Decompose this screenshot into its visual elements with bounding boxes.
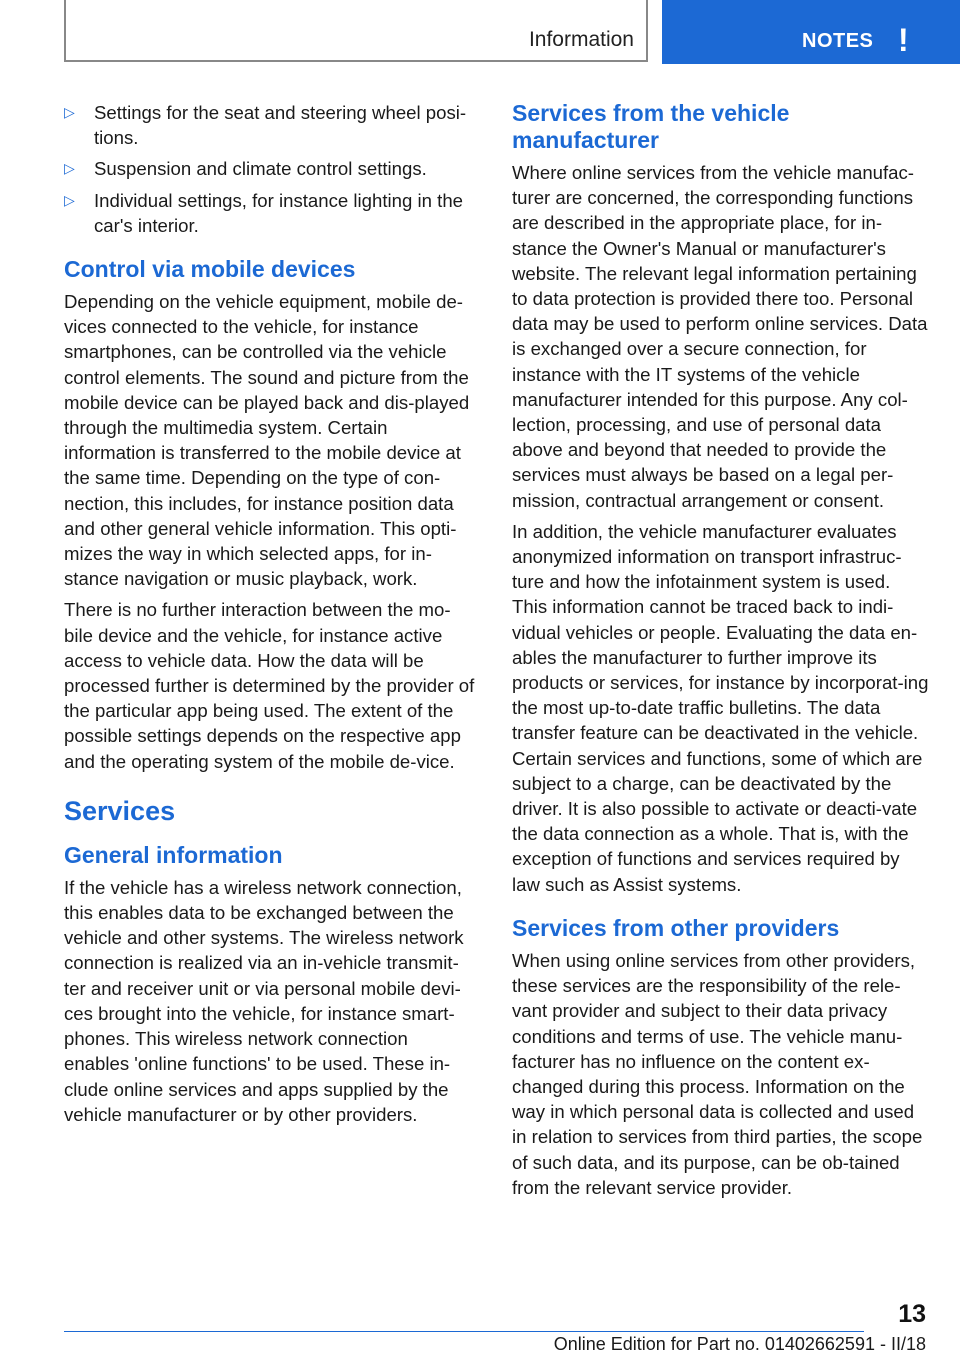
list-item xyxy=(64,156,478,181)
general-information-heading: General information xyxy=(64,841,283,868)
settings-bullet-list xyxy=(64,100,478,238)
triangle-bullet-icon: ▷ xyxy=(64,104,75,120)
mobile-devices-paragraph-2: There is no further interaction between the mo‐bile device and the vehicle, for instance active access to vehicle data. How the data will be processed further is determined by the provider of the particular app being used. The extent of the possible settings depends on the respective app and the operating system of the mobile de‐vice. xyxy=(64,599,475,772)
mobile-devices-heading: Control via mobile devices xyxy=(64,256,356,283)
triangle-bullet-icon: ▷ xyxy=(64,191,75,208)
left-column xyxy=(64,100,478,1133)
general-information-paragraph: If the vehicle has a wireless network connection, this enables data to be exchanged between the vehicle and other systems. The wireless network connection is realized via an in-vehicle transmit‐ter and receiver unit or via personal mobile devi‐ces brought into the vehicle, for instance smart‐phones. This wireless network connection enables 'online functions' to be used. These in‐clude online services and apps supplied by the vehicle manufacturer or by other providers. xyxy=(64,876,464,1125)
header-notes-label: NOTES xyxy=(802,30,874,52)
manufacturer-services-paragraph-1: Where online services from the vehicle manufac‐turer are concerned, the corresponding functions are described in the appropriate place, for in‐stance the Owner's Manual or manufacturer's website. The relevant legal information pertaining to data protection is provided there too. Personal data may be used to perform online services. Data is exchanged over a secure connection, for instance with the IT systems of the vehicle manufacturer intended for this purpose. Any col‐lection, processing, and use of personal data above and beyond that needed to provide the services must always be based on a legal per‐mission, contractual arrangement or consent. xyxy=(512,162,928,511)
mobile-devices-paragraph-1: Depending on the vehicle equipment, mobile de‐vices connected to the vehicle, for instance smartphones, can be controlled via the vehicle control elements. The sound and picture from the mobile device can be played back and dis‐played through the multimedia system. Certain information is transferred to the mobile device at the same time. Depending on the type of con‐nection, this includes, for instance position data and other general vehicle information. This opti‐mizes the way in which selected apps, for in‐stance navigation or music playback, work. xyxy=(64,291,470,590)
manufacturer-services-paragraph-2: In addition, the vehicle manufacturer evaluates anonymized information on transport infrastruc‐ture and how the infotainment system is used. This information cannot be traced back to indi‐vidual vehicles or people. Evaluating the data en‐ables the manufacturer to further improve its products or services, for instance by incorporat‐ing the most up-to-date traffic bulletins. The data transfer feature can be deactivated in the vehicle. Certain services and functions, some of which are subject to a charge, can be deactivated by the driver. It is also possible to activate or deacti‐vate the data connection as a whole. That is, with the exception of functions and services required by law such as Assist systems. xyxy=(512,520,929,895)
services-heading: Services xyxy=(64,795,176,826)
footer-edition: Online Edition for Part no. 01402662591 - II/18 xyxy=(553,1334,926,1354)
list-item xyxy=(64,100,478,150)
header-section-title: Information xyxy=(528,28,634,51)
list-item-text: Suspension and climate control settings. xyxy=(94,158,427,180)
list-item-text: Individual settings, for instance lighting in the car's interior. xyxy=(94,189,463,236)
page-number: 13 xyxy=(898,1300,926,1328)
other-providers-heading: Services from other providers xyxy=(512,914,840,941)
manufacturer-services-heading: Services from the vehicle manufacturer xyxy=(512,100,790,153)
exclamation-icon: ! xyxy=(898,22,909,58)
list-item-text: Settings for the seat and steering wheel posi‐tions. xyxy=(94,102,467,149)
header-notes-tab xyxy=(662,0,960,64)
other-providers-paragraph: When using online services from other providers, these services are the responsibility of the rele‐vant provider and subject to their data privacy conditions and terms of use. The vehicle manu‐facturer has no influence on the content ex‐changed during this process. Information on the way in which personal data is collected and used in relation to services from third parties, the scope of such data, and its purpose, can be ob‐tained from the relevant service provider. xyxy=(512,949,923,1198)
triangle-bullet-icon: ▷ xyxy=(64,160,75,177)
right-column xyxy=(512,100,930,1206)
list-item xyxy=(64,188,478,238)
footer-divider xyxy=(64,1331,864,1332)
header-section-box xyxy=(64,0,648,62)
